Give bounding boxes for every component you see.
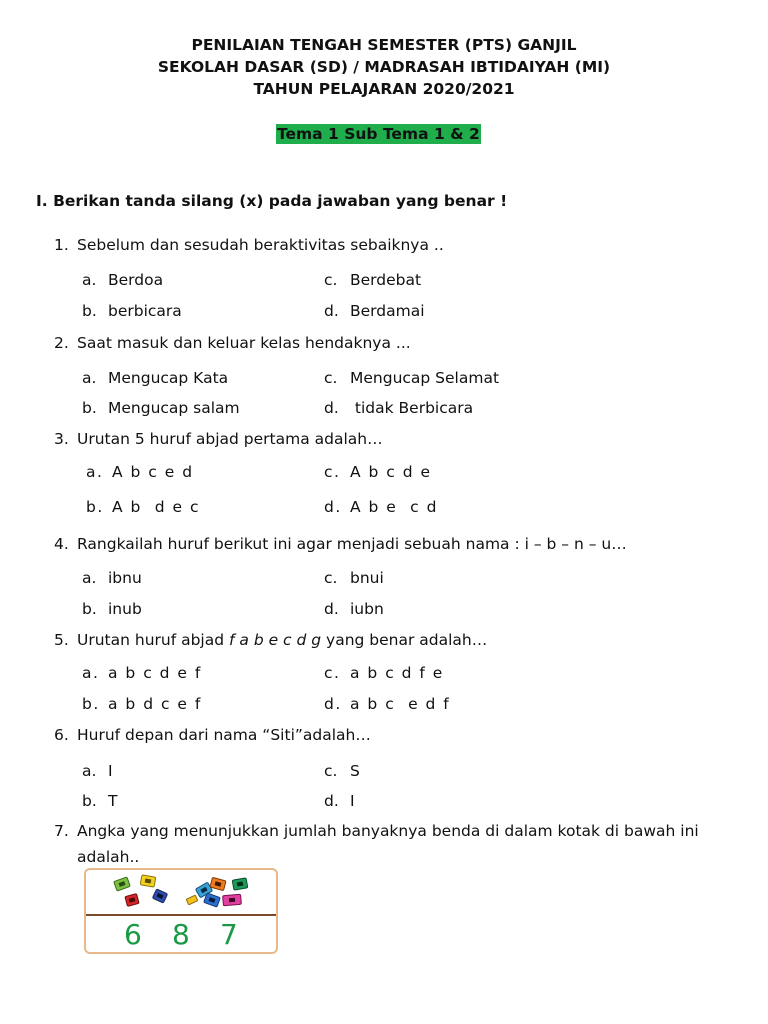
box-divider xyxy=(86,914,276,916)
option-letter: d. xyxy=(324,302,339,320)
question-text: Huruf depan dari nama “Siti”adalah… xyxy=(77,726,371,744)
option-1a[interactable] xyxy=(82,269,163,291)
option-letter: b. xyxy=(82,399,97,417)
question-text: Sebelum dan sesudah beraktivitas sebaiknya .. xyxy=(77,236,444,254)
option-2a[interactable] xyxy=(82,367,228,389)
option-text: A b c d e xyxy=(350,463,432,481)
option-letter: a. xyxy=(82,271,97,289)
option-text: berbicara xyxy=(108,302,182,320)
question-text: Rangkailah huruf berikut ini agar menjadi sebuah nama : i – b – n – u… xyxy=(77,535,627,553)
number-choice-3[interactable]: 7 xyxy=(220,918,238,951)
option-3d[interactable] xyxy=(324,496,438,518)
option-1b[interactable] xyxy=(82,300,182,322)
pencil-sharpener-icon xyxy=(86,870,276,914)
option-4c[interactable] xyxy=(324,567,384,589)
option-text: A b c e d xyxy=(112,463,194,481)
option-letter: a. xyxy=(82,369,97,387)
option-text: a b c e d f xyxy=(350,695,451,713)
question-5 xyxy=(54,628,734,652)
option-4b[interactable] xyxy=(82,598,142,620)
option-4d[interactable] xyxy=(324,598,384,620)
option-text: Mengucap salam xyxy=(108,399,240,417)
option-letter: a. xyxy=(82,664,100,682)
option-text: a b c d e f xyxy=(108,664,202,682)
question-7-continued: adalah.. xyxy=(77,848,140,866)
option-3a[interactable] xyxy=(86,461,194,483)
option-5b[interactable] xyxy=(82,693,202,715)
option-letter: b. xyxy=(82,792,97,810)
question-6 xyxy=(54,723,734,747)
section-instruction: Berikan tanda silang (x) pada jawaban yang benar ! xyxy=(53,192,508,210)
option-text: Berdebat xyxy=(350,271,422,289)
option-4a[interactable] xyxy=(82,567,142,589)
option-text: Berdoa xyxy=(108,271,164,289)
option-letter: a. xyxy=(82,762,97,780)
option-2b[interactable] xyxy=(82,397,240,419)
question-2 xyxy=(54,331,734,355)
option-5d[interactable] xyxy=(324,693,450,715)
option-text: inub xyxy=(108,600,142,618)
option-text: S xyxy=(350,762,360,780)
section-title xyxy=(36,190,507,212)
header-line-1: PENILAIAN TENGAH SEMESTER (PTS) GANJIL xyxy=(191,36,577,54)
option-text: Mengucap Selamat xyxy=(350,369,500,387)
option-letter: b. xyxy=(86,498,104,516)
option-letter: c. xyxy=(324,271,338,289)
option-letter: c. xyxy=(324,463,341,481)
option-6d[interactable] xyxy=(324,790,355,812)
question-number: 6. xyxy=(54,726,69,744)
option-letter: d. xyxy=(324,792,339,810)
option-text: Berdamai xyxy=(350,302,425,320)
question-1 xyxy=(54,233,734,257)
option-text: I xyxy=(108,762,113,780)
question-number: 2. xyxy=(54,334,69,352)
option-text: A b e c d xyxy=(350,498,438,516)
option-6c[interactable] xyxy=(324,760,360,782)
option-text: Mengucap Kata xyxy=(108,369,229,387)
option-text: T xyxy=(108,792,118,810)
question-number: 5. xyxy=(54,631,69,649)
question-number: 3. xyxy=(54,430,69,448)
option-1c[interactable] xyxy=(324,269,421,291)
option-letter: d. xyxy=(324,600,339,618)
answer-number-row xyxy=(86,918,276,952)
option-letter: a. xyxy=(86,463,104,481)
picture-box xyxy=(84,868,278,954)
option-1d[interactable] xyxy=(324,300,425,322)
option-letter: a. xyxy=(82,569,97,587)
header-line-3: TAHUN PELAJARAN 2020/2021 xyxy=(253,80,515,98)
question-text: Urutan 5 huruf abjad pertama adalah… xyxy=(77,430,383,448)
option-6a[interactable] xyxy=(82,760,113,782)
option-3b[interactable] xyxy=(86,496,200,518)
option-text: a b d c e f xyxy=(108,695,202,713)
number-choice-1[interactable]: 6 xyxy=(124,918,142,951)
question-text: Angka yang menunjukkan jumlah banyaknya benda di dalam kotak di bawah ini xyxy=(77,822,699,840)
option-text: a b c d f e xyxy=(350,664,444,682)
question-number: 4. xyxy=(54,535,69,553)
option-text: A b d e c xyxy=(112,498,200,516)
option-letter: d. xyxy=(324,498,342,516)
option-6b[interactable] xyxy=(82,790,117,812)
option-text: bnui xyxy=(350,569,384,587)
question-4 xyxy=(54,532,734,556)
option-3c[interactable] xyxy=(324,461,432,483)
section-roman: I. xyxy=(36,192,48,210)
header-line-2: SEKOLAH DASAR (SD) / MADRASAH IBTIDAIYAH (MI) xyxy=(157,58,611,76)
option-letter: b. xyxy=(82,695,100,713)
question-7 xyxy=(54,819,734,843)
question-number: 1. xyxy=(54,236,69,254)
question-text: Urutan huruf abjad xyxy=(77,631,230,649)
option-letter: c. xyxy=(324,569,338,587)
question-3 xyxy=(54,427,734,451)
option-letter: c. xyxy=(324,762,338,780)
option-text: tidak Berbicara xyxy=(350,399,474,417)
question-number: 7. xyxy=(54,822,69,840)
option-letter: b. xyxy=(82,302,97,320)
question-text: Saat masuk dan keluar kelas hendaknya ... xyxy=(77,334,411,352)
option-text: ibnu xyxy=(108,569,142,587)
option-text: iubn xyxy=(350,600,384,618)
option-letter: d. xyxy=(324,695,342,713)
option-letter: c. xyxy=(324,369,338,387)
question-italic-letters: f a b e c d g xyxy=(229,631,322,649)
question-text-end: yang benar adalah… xyxy=(321,631,488,649)
option-5a[interactable] xyxy=(82,662,202,684)
option-letter: c. xyxy=(324,664,341,682)
option-2d[interactable] xyxy=(324,397,473,419)
option-text: I xyxy=(350,792,355,810)
exam-header xyxy=(0,34,768,100)
option-5c[interactable] xyxy=(324,662,444,684)
option-2c[interactable] xyxy=(324,367,499,389)
tema-highlight: Tema 1 Sub Tema 1 & 2 xyxy=(277,125,480,143)
option-letter: b. xyxy=(82,600,97,618)
option-letter: d. xyxy=(324,399,339,417)
number-choice-2[interactable]: 8 xyxy=(172,918,190,951)
